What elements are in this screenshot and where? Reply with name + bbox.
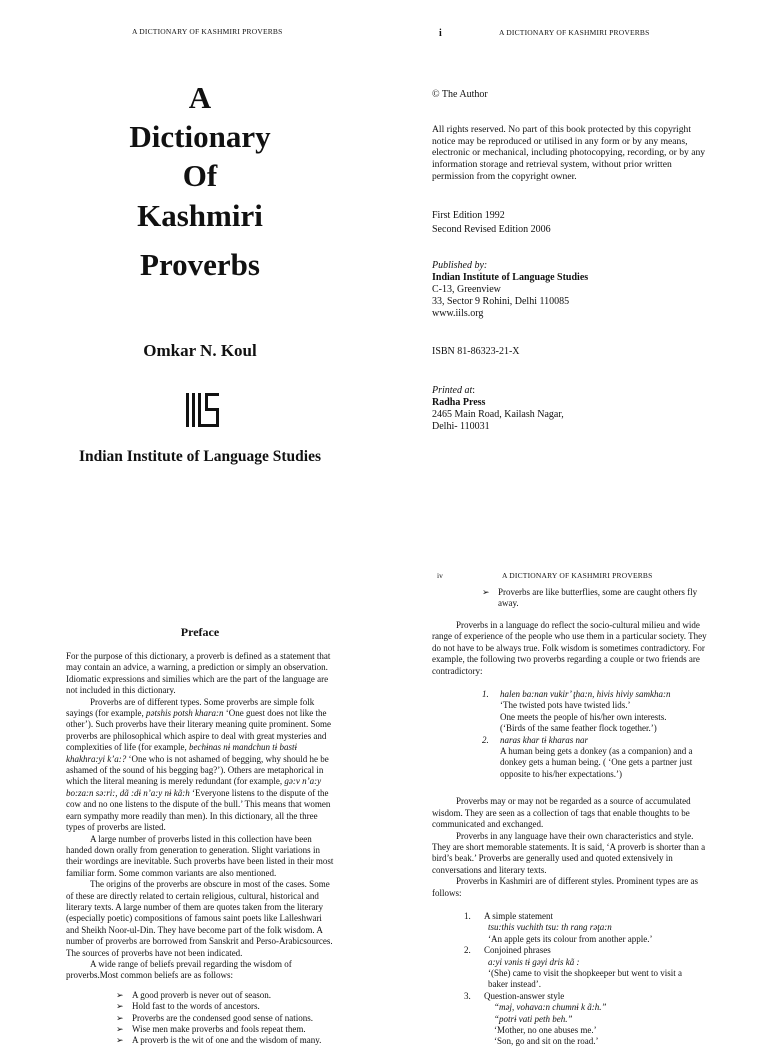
- paragraph: A large number of proverbs listed in this collection have been handed down orally from generation to generation. Slight variations in their wordings are inevitable. Such proverbs have been listed in their most familiar form. Some common variants are also mentioned.: [66, 833, 334, 878]
- arrow-bullet-icon: ➢: [116, 989, 124, 1000]
- example-2: [482, 735, 708, 781]
- gloss: ‘An apple gets its colour from another apple.’: [488, 933, 653, 944]
- top-bullet: [482, 587, 708, 610]
- arrow-bullet-icon: ➢: [116, 1024, 124, 1034]
- title-line: Proverbs: [140, 247, 260, 282]
- gloss: ‘Son, go and sit on the road.’: [494, 1036, 599, 1047]
- title-line: Dictionary: [129, 119, 271, 154]
- list-item: 3. Question-answer style “məj, vohava:n chumnɨ k ã:h.” “potrɨ vati peth beh.” ‘Mother, no one abuses me.’ ‘Son, go and sit on the road.’: [464, 991, 696, 1048]
- gloss: (‘Birds of the same feather flock together.’): [500, 723, 657, 734]
- printer-address: Delhi- 110031: [432, 421, 490, 432]
- arrow-bullet-icon: ➢: [482, 587, 490, 597]
- title-line: A: [188, 80, 212, 115]
- kashmiri-text: tsu:this vuchith tsu: th rang rəţa:n: [488, 922, 612, 933]
- printer-block: [432, 385, 564, 433]
- list-item: ➢ Wise men make proverbs and fools repeat them.: [116, 1024, 306, 1034]
- printer-name: Radha Press: [432, 397, 486, 408]
- kashmiri-text: a:yi vənis tɨ gəyi dris kã :: [488, 956, 580, 967]
- kashmiri-text: bechɨnas nɨ mandchun tɨ bastɨ khakhra:yi k’a:?: [66, 742, 297, 764]
- first-edition: First Edition 1992: [432, 210, 505, 221]
- paragraph: Proverbs in a language do reflect the socio-cultural milieu and wide range of experience of the people who use them in a particular society. They do not have to be always true. Folk wisdom is sometimes contradictory. For example, the following two proverbs regarding a couple or two friends are contradictory:: [432, 620, 707, 676]
- list-item: 1. A simple statement tsu:this vuchith tsu: th rang rəţa:n ‘An apple gets its colour from another apple.’: [464, 911, 696, 945]
- paragraph: Proverbs are of different types. Some proverbs are simple folk sayings (for example, pətshis potsh khara:n ‘One guest does not like the other’). Such proverbs have their literary meaning quite prominent. Some proverbs are philosophical which aspire to deal with great mysteries and complexities of life (for example, bechɨnas nɨ mandchun tɨ bastɨ khakhra:yi k’a:? ‘One who is not ashamed of begging, why should he be ashamed of the sound of his begging bag?’). Others are metaphorical in which the literal meaning is merely redundant (for example, gə:v n’a:y bo:za:n sə:ri:, dã :dɨ n’a:y nɨ kã:h ‘Everyone listens to the dispute of the cow and no one listens to the dispute of the bull.’ This means that women earn sympathy more readily than men). In this dictionary, all the three types of proverbs are listed.: [66, 696, 332, 833]
- iils-logo-icon: [186, 393, 220, 427]
- edition-info: [432, 209, 551, 236]
- kashmiri-text: naras khar tɨ kharas nar: [500, 734, 589, 745]
- example-number: 1.: [482, 689, 489, 700]
- institute-name: Indian Institute of Language Studies: [78, 448, 322, 465]
- arrow-bullet-icon: ➢: [116, 1001, 124, 1012]
- arrow-bullet-icon: ➢: [116, 1012, 124, 1023]
- publisher-address: 33, Sector 9 Rohini, Delhi 110085: [432, 296, 570, 307]
- paragraph: A wide range of beliefs prevail regarding the wisdom of proverbs.Most common beliefs are as follows:: [66, 958, 292, 981]
- arrow-bullet-icon: ➢: [116, 1035, 124, 1046]
- kashmiri-text: gə:v n’a:y bo:za:n sə:ri:, dã :dɨ n’a:y nɨ kã:h: [66, 776, 322, 798]
- list-item: 2. Conjoined phrases a:yi vənis tɨ gəyi dris kã : ‘(She) came to visit the shopkeeper but went to visit a baker instead’.: [464, 945, 696, 991]
- printer-address: 2465 Main Road, Kailash Nagar,: [432, 409, 564, 420]
- kashmiri-text: halen ba:nan vukir’ ţha:n, hivis hiviy samkha:n: [500, 689, 671, 700]
- author-name: Omkar N. Koul: [143, 341, 257, 360]
- kashmiri-text: pətshis potsh khara:n: [145, 708, 224, 719]
- gloss: ‘Mother, no one abuses me.’: [494, 1025, 597, 1035]
- example-1: [482, 689, 708, 780]
- running-head: A DICTIONARY OF KASHMIRI PROVERBS: [132, 27, 283, 36]
- gloss: ‘The twisted pots have twisted lids.’: [500, 700, 631, 711]
- gloss: One meets the people of his/her own interests.: [500, 711, 667, 722]
- publisher-block: [432, 260, 588, 320]
- paragraph: Proverbs in Kashmiri are of different styles. Prominent types are as follows:: [432, 876, 699, 898]
- second-edition: Second Revised Edition 2006: [432, 223, 551, 235]
- published-by-label: Published by:: [432, 260, 488, 271]
- beliefs-list: [116, 990, 336, 1047]
- publisher-address: C-13, Greenview: [432, 284, 501, 295]
- list-item: ➢ Proverbs are like butterflies, some are caught others fly away.: [482, 587, 698, 609]
- list-item: ➢ Proverbs are the condensed good sense of nations.: [116, 1012, 313, 1023]
- page-number: i: [439, 28, 442, 39]
- list-item: ➢ Hold fast to the words of ancestors.: [116, 1001, 260, 1012]
- example-number: 2.: [482, 734, 489, 745]
- printed-at-colon: :: [472, 385, 476, 396]
- preface-heading: Preface: [180, 625, 220, 639]
- running-head: A DICTIONARY OF KASHMIRI PROVERBS: [502, 571, 653, 580]
- paragraph: Proverbs may or may not be regarded as a source of accumulated wisdom. They are seen as a collection of tags that enable thoughts to be communicated and exchanged.: [432, 796, 691, 830]
- type-label: A simple statement: [484, 910, 553, 921]
- rights-notice: All rights reserved. No part of this book protected by this copyright notice may be reproduced or utilised in any form or by any means, electronic or mechanical, including photocopying, recording, or by any information storage and retrieval system, without prior written permission from the copyright owner.: [432, 124, 706, 182]
- page-number: iv: [437, 571, 443, 580]
- copyright-line: © The Author: [432, 89, 488, 100]
- paragraph: For the purpose of this dictionary, a proverb is defined as a statement that may contain an advice, a warning, a prediction or simply an observation. Idiomatic expressions and similies which are the part of the language are not included in this dictionary.: [66, 651, 331, 696]
- title-line: Kashmiri: [137, 198, 263, 233]
- printed-at-label: Printed at: [432, 385, 473, 396]
- types-list: [464, 911, 696, 1048]
- kashmiri-text: “potrɨ vati peth beh.”: [494, 1013, 573, 1024]
- publisher-website: www.iils.org: [432, 308, 484, 319]
- isbn: ISBN 81-86323-21-X: [432, 346, 520, 357]
- list-item: ➢ A proverb is the wit of one and the wisdom of many.: [116, 1035, 322, 1046]
- type-label: Question-answer style: [484, 990, 565, 1001]
- publisher-name: Indian Institute of Language Studies: [432, 272, 589, 283]
- paragraph: Proverbs in any language have their own characteristics and style. They are short memorable statements. It is said, ‘A proverb is shorter than a bird’s beak.’ Proverbs are generally used and quoted extensively in conversations and literary texts.: [432, 830, 706, 875]
- type-label: Conjoined phrases: [484, 945, 551, 956]
- kashmiri-text: “məj, vohava:n chumnɨ k ã:h.”: [494, 1002, 607, 1013]
- page-iv-body: [432, 620, 708, 1048]
- list-item: ➢ A good proverb is never out of season.: [116, 989, 271, 1000]
- preface-body: [66, 651, 336, 1047]
- title-line: Of: [182, 158, 218, 193]
- gloss: A human being gets a donkey (as a companion) and a donkey gets a human being. ( ‘One gets a partner just opposite to his/her expectations.’): [500, 746, 693, 779]
- running-head: A DICTIONARY OF KASHMIRI PROVERBS: [499, 28, 650, 37]
- gloss: ‘(She) came to visit the shopkeeper but went to visit a baker instead’.: [488, 967, 682, 990]
- paragraph: The origins of the proverbs are obscure in most of the cases. Some of these are directly related to certain religious, cultural, historical and literary texts. A large number of them are quotes taken from the literary (especially poetic) compositions of famous saint poets like Lalleshwari and Sheikh Noor-ul-Din. They have become part of the folk wisdom. A number of proverbs are borrowed from Sanskrit and Perso-Arabicsources. The sources of proverbs have not been indicated.: [66, 879, 333, 958]
